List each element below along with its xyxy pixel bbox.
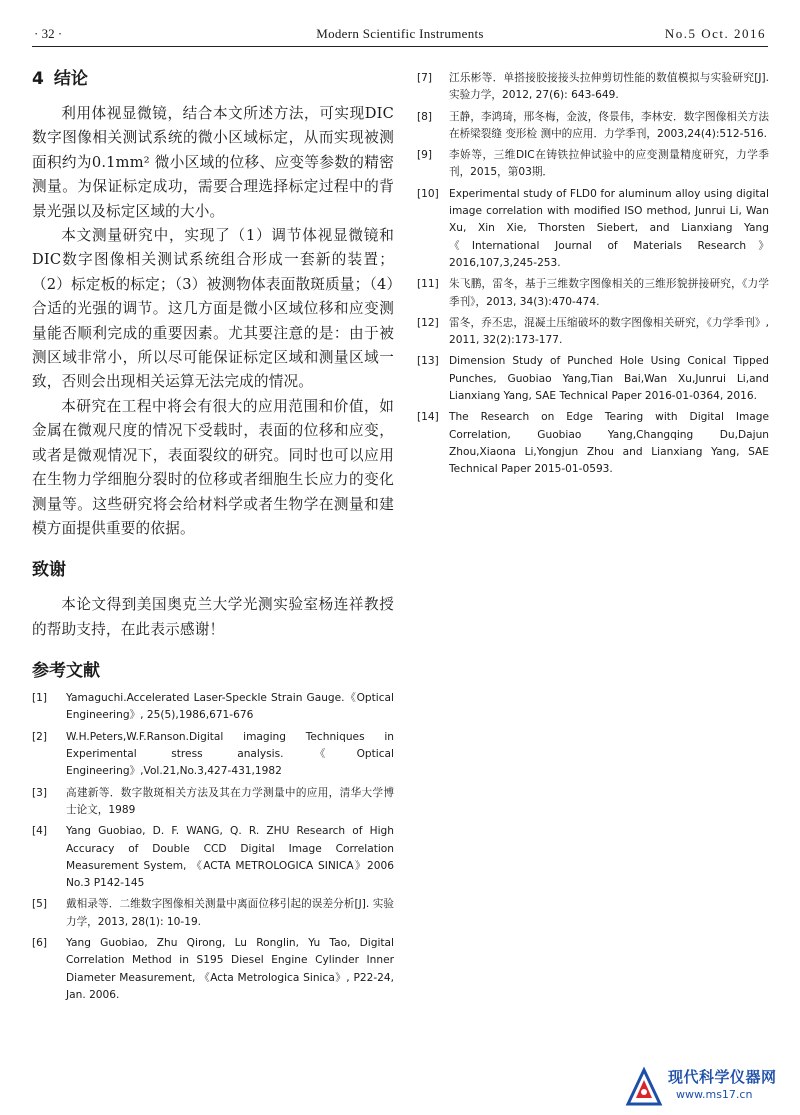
references-heading: 参考文献: [32, 661, 100, 682]
conclusion-paragraph-3: 本研究在工程中将会有很大的应用范围和价值，如金属在微观尺度的情况下受载时，表面的位移和应变，或者是微观情况下，表面裂纹的研究。同时也可以应用在生物力学细胞分裂时的位移或者细胞生长应力的变化测量等。这些研究将会给材料学或者生物学在测量和建模方面提供重要的依据。: [32, 397, 394, 537]
journal-title: Modern Scientific Instruments: [316, 26, 484, 41]
conclusion-paragraph-1: 利用体视显微镜，结合本文所述方法，可实现DIC数字图像相关测试系统的微小区域标定，从而实现被测面积约为0.1mm² 微小区域的位移、应变等参数的精密测量。为保证标定成功，需要合理选择标定过程中的背景光强以及标定区域的大小。: [32, 105, 394, 220]
reference-item: [8] 王静，李鸿琦，邢冬梅，金波，佟景伟，李林安．数字图像相关方法在桥梁裂缝 变形检 测中的应用．力学季刊，2003,24(4):512-516.: [417, 110, 769, 140]
reference-item: [12] 雷冬，乔丕忠，混凝土压缩破坏的数字图像相关研究，《力学季刊》, 2011, 32(2):173-177.: [417, 316, 769, 347]
flask-logo-icon: [622, 1066, 666, 1110]
reference-item: [1] Yamaguchi.Accelerated Laser-Speckle Strain Gauge.《Optical Engineering》, 25(5),1986,671-676: [32, 692, 394, 722]
reference-item: [6] Yang Guobiao, Zhu Qirong, Lu Ronglin, Yu Tao, Digital Correlation Method in S195 Diesel Engine Cylinder Inner Diameter Measurement, 《Acta Metrologica Sinica》, P22-24, Jan. 2006.: [32, 936, 394, 1001]
conclusion-heading: [32, 68, 394, 90]
reference-item: [10] Experimental study of FLD0 for aluminum alloy using digital image correlation with modified ISO method, Junrui Li, Wan Xu, Xin Xie, Thorsten Siebert, and Lianxiang Yang《International Journal of Materials Research》2016,107,3,245-253.: [417, 187, 769, 269]
section-title: 结论: [53, 69, 88, 89]
issue-info: No.5 Oct. 2016: [664, 26, 766, 41]
section-number: 4: [32, 69, 44, 89]
acknowledgement-text: 本论文得到美国奥克兰大学光测实验室杨连祥教授的帮助支持，在此表示感谢！: [32, 596, 394, 638]
conclusion-paragraph-2: 本文测量研究中，实现了（1）调节体视显微镜和DIC数字图像相关测试系统组合形成一套新的装置；（2）标定板的标定；（3）被测物体表面散斑质量；（4）合适的光强的调节。这几方面是微小区域位移和应变测量能否顺利完成的重要因素。尤其要注意的是：由于被测区域非常小，所以尽可能保证标定区域和测量区域一致，否则会出现相关运算无法完成的情况。: [32, 227, 394, 391]
watermark-site-name: 现代科学仪器网: [668, 1068, 777, 1086]
reference-item: [3] 高建新等．数字散斑相关方法及其在力学测量中的应用，清华大学博士论文，1989: [32, 786, 394, 816]
watermark-url: www.ms17.cn: [676, 1088, 753, 1101]
reference-item: [2] W.H.Peters,W.F.Ranson.Digital imaging Techniques in Experimental stress analysis.《Optical Engineering》,Vol.21,No.3,427-431,1982: [32, 730, 394, 778]
left-column: [32, 68, 394, 1008]
reference-item: [7] 江乐彬等．单搭接胶接接头拉伸剪切性能的数值模拟与实验研究[J]. 实验力学，2012, 27(6): 643-649.: [417, 72, 769, 102]
reference-list-left: [32, 690, 394, 1004]
reference-item: [9] 李娇等，三维DIC在铸铁拉伸试验中的应变测量精度研究，力学季刊，2015，第03期．: [417, 149, 769, 179]
reference-item: [5] 戴相录等．二维数字图像相关测量中离面位移引起的误差分析[J]. 实验力学，2013, 28(1): 10-19.: [32, 898, 394, 928]
site-watermark: [618, 1060, 793, 1110]
page-number: · 32 ·: [34, 26, 63, 41]
reference-item: [13] Dimension Study of Punched Hole Using Conical Tipped Punches, Guobiao Yang,Tian Bai,Wan Xu,Junrui Li,and Lianxiang Yang, SAE Technical Paper 2016-01-0364, 2016.: [417, 355, 769, 403]
reference-item: [14] The Research on Edge Tearing with Digital Image Correlation, Guobiao Yang,Changqing Du,Dajun Zhou,Xiaona Li,Yongjun Zhou and Lianxiang Yang, SAE Technical Paper 2015-01-0593.: [417, 411, 769, 476]
reference-item: [11] 朱飞鹏，雷冬，基于三维数字图像相关的三维形貌拼接研究，《力学季刊》，2013, 34(3):470-474.: [417, 278, 769, 308]
acknowledgement-heading: 致谢: [32, 560, 66, 581]
right-column: [417, 70, 769, 483]
reference-list-right: [417, 70, 769, 479]
reference-item: [4] Yang Guobiao, D. F. WANG, Q. R. ZHU Research of High Accuracy of Double CCD Digital Image Correlation Measurement System, 《ACTA METROLOGICA SINICA》2006 No.3 P142-145: [32, 825, 394, 890]
running-header: [32, 26, 768, 47]
